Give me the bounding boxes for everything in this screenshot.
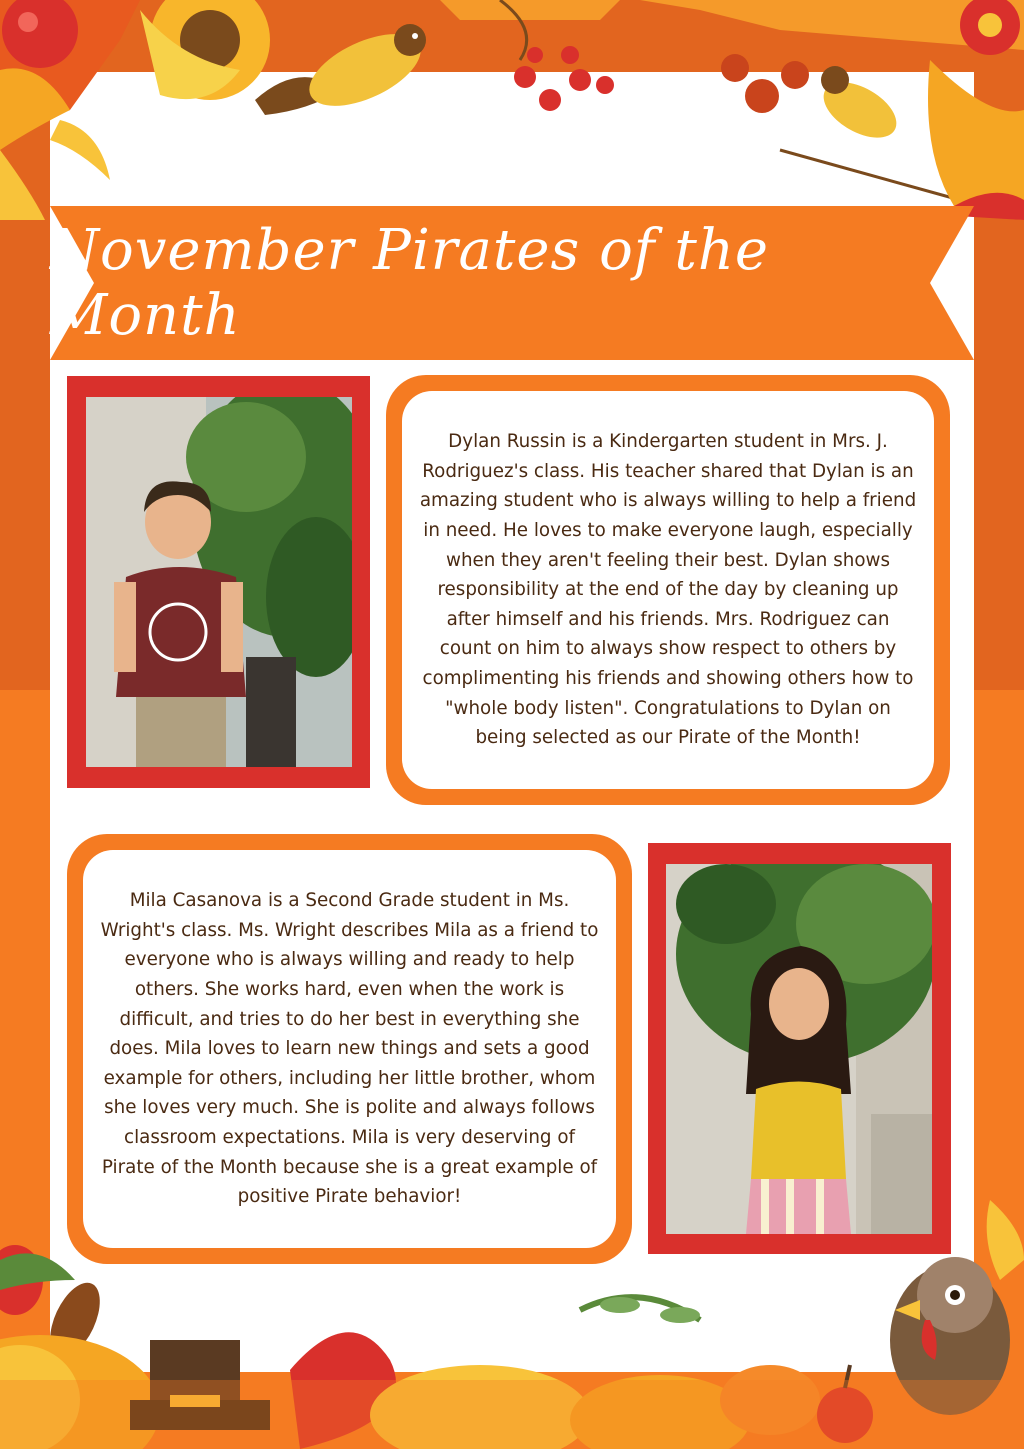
girl-student-photo <box>666 864 932 1234</box>
student-photo-frame <box>648 843 951 1254</box>
boy-student-photo <box>86 397 352 767</box>
student-description-box <box>386 375 950 805</box>
autumn-leaves-top-decoration <box>0 0 1024 220</box>
student-photo-frame <box>67 376 370 788</box>
title-banner <box>50 206 974 360</box>
student-description-text: Mila Casanova is a Second Grade student in Ms. Wright's class. Ms. Wright describes Mila as a friend to everyone who is always willing and ready to help others. She works hard, even when the work is difficult, and tries to do her best in everything she does. Mila loves to learn new things and sets a good example for others, including her little brother, whom she loves very much. She is polite and always follows classroom expectations. Mila is very deserving of Pirate of the Month because she is a great example of positive Pirate behavior! <box>100 890 599 1208</box>
page-title: November Pirates of the Month <box>50 218 770 348</box>
student-description-card <box>83 850 616 1248</box>
student-description-text: Dylan Russin is a Kindergarten student in Mrs. J. Rodriguez's class. His teacher shared that Dylan is an amazing student who is always willing to help a friend in need. He loves to make everyone laugh, especially when they aren't feeling their best. Dylan shows responsibility at the end of the day by cleaning up after himself and his friends. Mrs. Rodriguez can count on him to always show respect to others by complimenting his friends and showing others how to "whole body listen". Congratulations to Dylan on being selected as our Pirate of the Month! <box>419 431 917 749</box>
student-description-box <box>67 834 632 1264</box>
student-description-card <box>402 391 934 789</box>
